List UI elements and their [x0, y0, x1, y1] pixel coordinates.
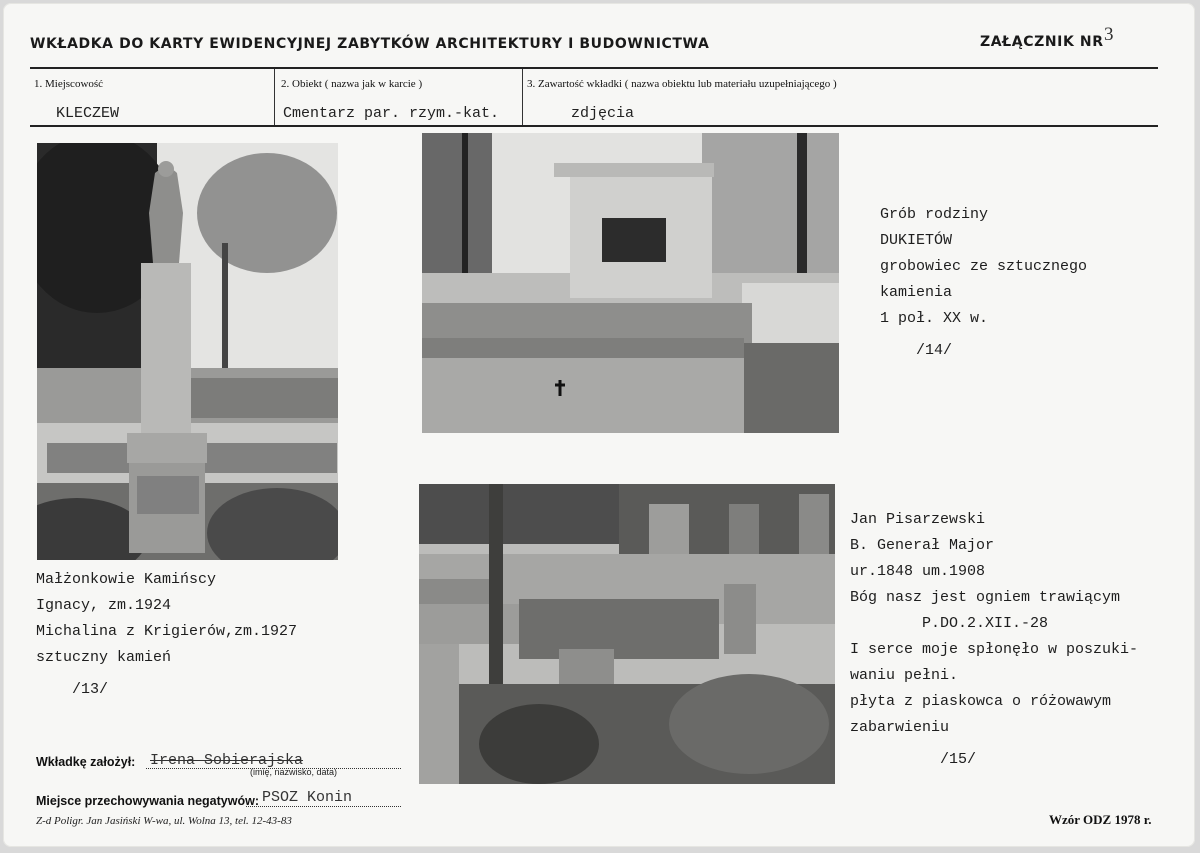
- attachment-number: 3: [1104, 24, 1114, 45]
- field-divider-2: [522, 69, 523, 125]
- founder-value: Irena Sobierajska: [150, 752, 304, 769]
- content-label: 3. Zawartość wkładki ( nazwa obiektu lub materiału uzupełniającego ): [527, 78, 837, 90]
- caption-photo-13: [36, 567, 297, 703]
- caption-line: Michalina z Krigierów,zm.1927: [36, 623, 298, 640]
- locality-value: KLECZEW: [56, 105, 120, 122]
- caption-line: ur.1848 um.1908: [850, 563, 986, 580]
- negatives-value: PSOZ Konin: [262, 789, 353, 806]
- founder-hint: (imię, nazwisko, data): [250, 767, 338, 777]
- caption-line: zabarwieniu: [850, 719, 950, 736]
- caption-line: płyta z piaskowca o różowawym: [850, 693, 1112, 710]
- caption-line: Bóg nasz jest ogniem trawiącym: [850, 589, 1121, 606]
- caption-line: B. Generał Major: [850, 537, 995, 554]
- caption-line: Grób rodziny: [880, 206, 989, 223]
- attachment-label: ZAŁĄCZNIK NR: [980, 34, 1104, 50]
- photo-13-kaminscy-grave: [37, 143, 338, 560]
- caption-line: Jan Pisarzewski: [850, 511, 986, 528]
- caption-line: grobowiec ze sztucznego: [880, 258, 1088, 275]
- caption-line: /15/: [850, 751, 977, 768]
- negatives-dotted-line: [246, 806, 401, 807]
- header-bottom-rule: [30, 125, 1158, 127]
- photo-14-dukiet-tomb: [422, 133, 839, 433]
- object-value: Cmentarz par. rzym.-kat.: [283, 105, 500, 122]
- caption-line: Małżonkowie Kamińscy: [36, 571, 217, 588]
- caption-line: DUKIETÓW: [880, 232, 953, 249]
- caption-line: sztuczny kamień: [36, 649, 172, 666]
- caption-line: /14/: [880, 342, 953, 359]
- caption-line: waniu pełni.: [850, 667, 959, 684]
- caption-photo-15: [850, 507, 1138, 773]
- caption-line: /13/: [36, 681, 109, 698]
- negatives-label: Miejsce przechowywania negatywów:: [36, 794, 259, 808]
- caption-line: I serce moje spłonęło w poszuki-: [850, 641, 1139, 658]
- object-label: 2. Obiekt ( nazwa jak w karcie ): [281, 78, 423, 90]
- printer-note: Z-d Poligr. Jan Jasiński W-wa, ul. Wolna 13, tel. 12-43-83: [36, 815, 292, 827]
- caption-line: 1 poł. XX w.: [880, 310, 989, 327]
- photo-15-pisarzewski-slab: [419, 484, 835, 784]
- founder-label: Wkładkę założył:: [36, 755, 136, 769]
- caption-line: P.DO.2.XII.-28: [850, 615, 1049, 632]
- form-title: WKŁADKA DO KARTY EWIDENCYJNEJ ZABYTKÓW ARCHITEKTURY I BUDOWNICTWA: [30, 36, 710, 52]
- form-version: Wzór ODZ 1978 r.: [1049, 812, 1152, 827]
- field-divider-1: [274, 69, 275, 125]
- caption-photo-14: [880, 202, 1087, 364]
- header-top-rule: [30, 67, 1158, 69]
- content-value: zdjęcia: [571, 105, 635, 122]
- locality-label: 1. Miejscowość: [34, 78, 104, 90]
- caption-line: kamienia: [880, 284, 953, 301]
- caption-line: Ignacy, zm.1924: [36, 597, 172, 614]
